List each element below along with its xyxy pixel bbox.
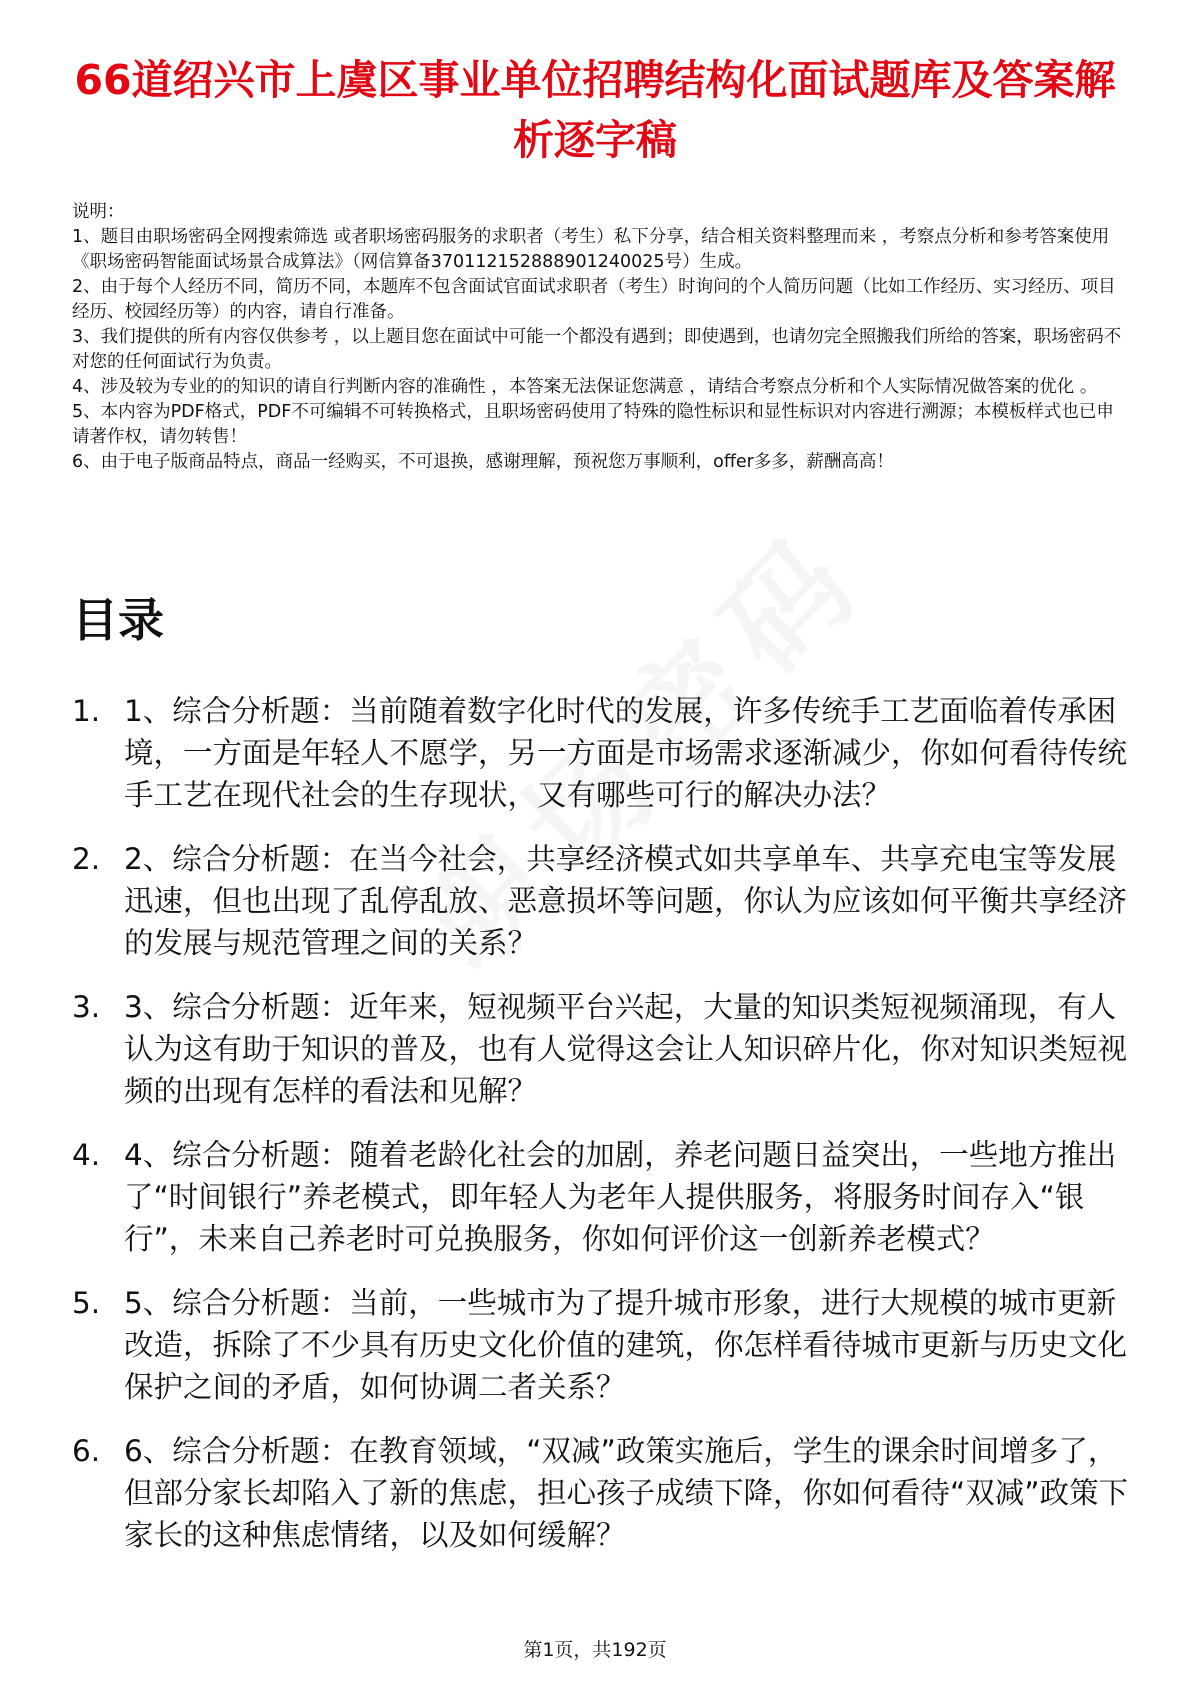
note-item: 5、本内容为PDF格式，PDF不可编辑不可转换格式，且职场密码使用了特殊的隐性标识和显性标识对内容进行溯源；本模板样式也已申请著作权，请勿转售！ (72, 402, 1114, 447)
toc-item[interactable] (72, 1134, 1132, 1260)
toc-item-text[interactable]: 5、综合分析题：当前，一些城市为了提升城市形象，进行大规模的城市更新改造，拆除了不少具有历史文化价值的建筑，你怎样看待城市更新与历史文化保护之间的矛盾，如何协调二者关系？ (124, 1286, 1128, 1404)
toc-item-number: 2. (72, 842, 101, 876)
toc-list (72, 690, 1132, 1578)
note-item: 6、由于电子版商品特点，商品一经购买，不可退换，感谢理解，预祝您万事顺利，offer多多，薪酬高高！ (72, 452, 894, 472)
note-item: 1、题目由职场密码全网搜索筛选 或者职场密码服务的求职者（考生）私下分享，结合相关资料整理而来 ，考察点分析和参考答案使用《职场密码智能面试场景合成算法》（网信算备3701121528889012400​25号）生成。 (72, 227, 1110, 272)
notes-section (72, 200, 1122, 475)
notes-heading: 说明： (72, 202, 125, 222)
note-item: 4、涉及较为专业的的知识的请自行判断内容的准确性 ，本答案无法保证您满意 ，请结合考察点分析和个人实际情况做答案的优化 。 (72, 377, 1098, 397)
toc-item-number: 3. (72, 990, 101, 1024)
toc-item-number: 5. (72, 1286, 101, 1320)
toc-item-number: 4. (72, 1138, 101, 1172)
toc-item[interactable] (72, 1430, 1132, 1556)
toc-item[interactable] (72, 986, 1132, 1112)
toc-item-text[interactable]: 3、综合分析题：近年来，短视频平台兴起，大量的知识类短视频涌现，有人认为这有助于知识的普及，也有人觉得这会让人知识碎片化，你对知识类短视频的出现有怎样的看法和见解？ (124, 990, 1128, 1108)
toc-item-number: 1. (72, 694, 101, 728)
toc-item-text[interactable]: 2、综合分析题：在当今社会，共享经济模式如共享单车、共享充电宝等发展迅速，但也出现了乱停乱放、恶意损坏等问题，你认为应该如何平衡共享经济的发展与规范管理之间的关系？ (124, 842, 1128, 960)
toc-item-text[interactable]: 1、综合分析题：当前随着数字化时代的发展，许多传统手工艺面临着传承困境，一方面是年轻人不愿学，另一方面是市场需求逐渐减少，你如何看待传统手工艺在现代社会的生存现状，又有哪些可行的解决办法？ (124, 694, 1128, 812)
note-item: 2、由于每个人经历不同，简历不同，本题库不包含面试官面试求职者（考生）时询问的个人简历问题（比如工作经历、实习经历、项目经历、校园经历等）的内容，请自行准备。 (72, 277, 1116, 322)
document-title: 66道绍兴市上虞区事业单位招聘结构化面试题库及答案解析逐字稿 (74, 56, 1116, 164)
note-item: 3、我们提供的所有内容仅供参考 ，以上题目您在面试中可能一个都没有遇到；即使遇到，也请勿完全照搬我们所给的答案，职场密码不对您的任何面试行为负责。 (72, 327, 1122, 372)
page-footer: 第1页，共192页 (523, 1639, 667, 1661)
toc-item[interactable] (72, 1282, 1132, 1408)
toc-heading: 目录 (72, 593, 164, 647)
toc-item[interactable] (72, 838, 1132, 964)
toc-item[interactable] (72, 690, 1132, 816)
toc-item-text[interactable]: 6、综合分析题：在教育领域，“双减”政策实施后，学生的课余时间增多了，但部分家长却陷入了新的焦虑，担心孩子成绩下降，你如何看待“双减”政策下家长的这种焦虑情绪，以及如何缓解？ (124, 1434, 1129, 1552)
toc-item-text[interactable]: 4、综合分析题：随着老龄化社会的加剧，养老问题日益突出，一些地方推出了“时间银行”养老模式，即年轻人为老年人提供服务，将服务时间存入“银行”，未来自己养老时可兑换服务，你如何评价这一创新养老模式？ (124, 1138, 1117, 1256)
toc-item-number: 6. (72, 1434, 101, 1468)
